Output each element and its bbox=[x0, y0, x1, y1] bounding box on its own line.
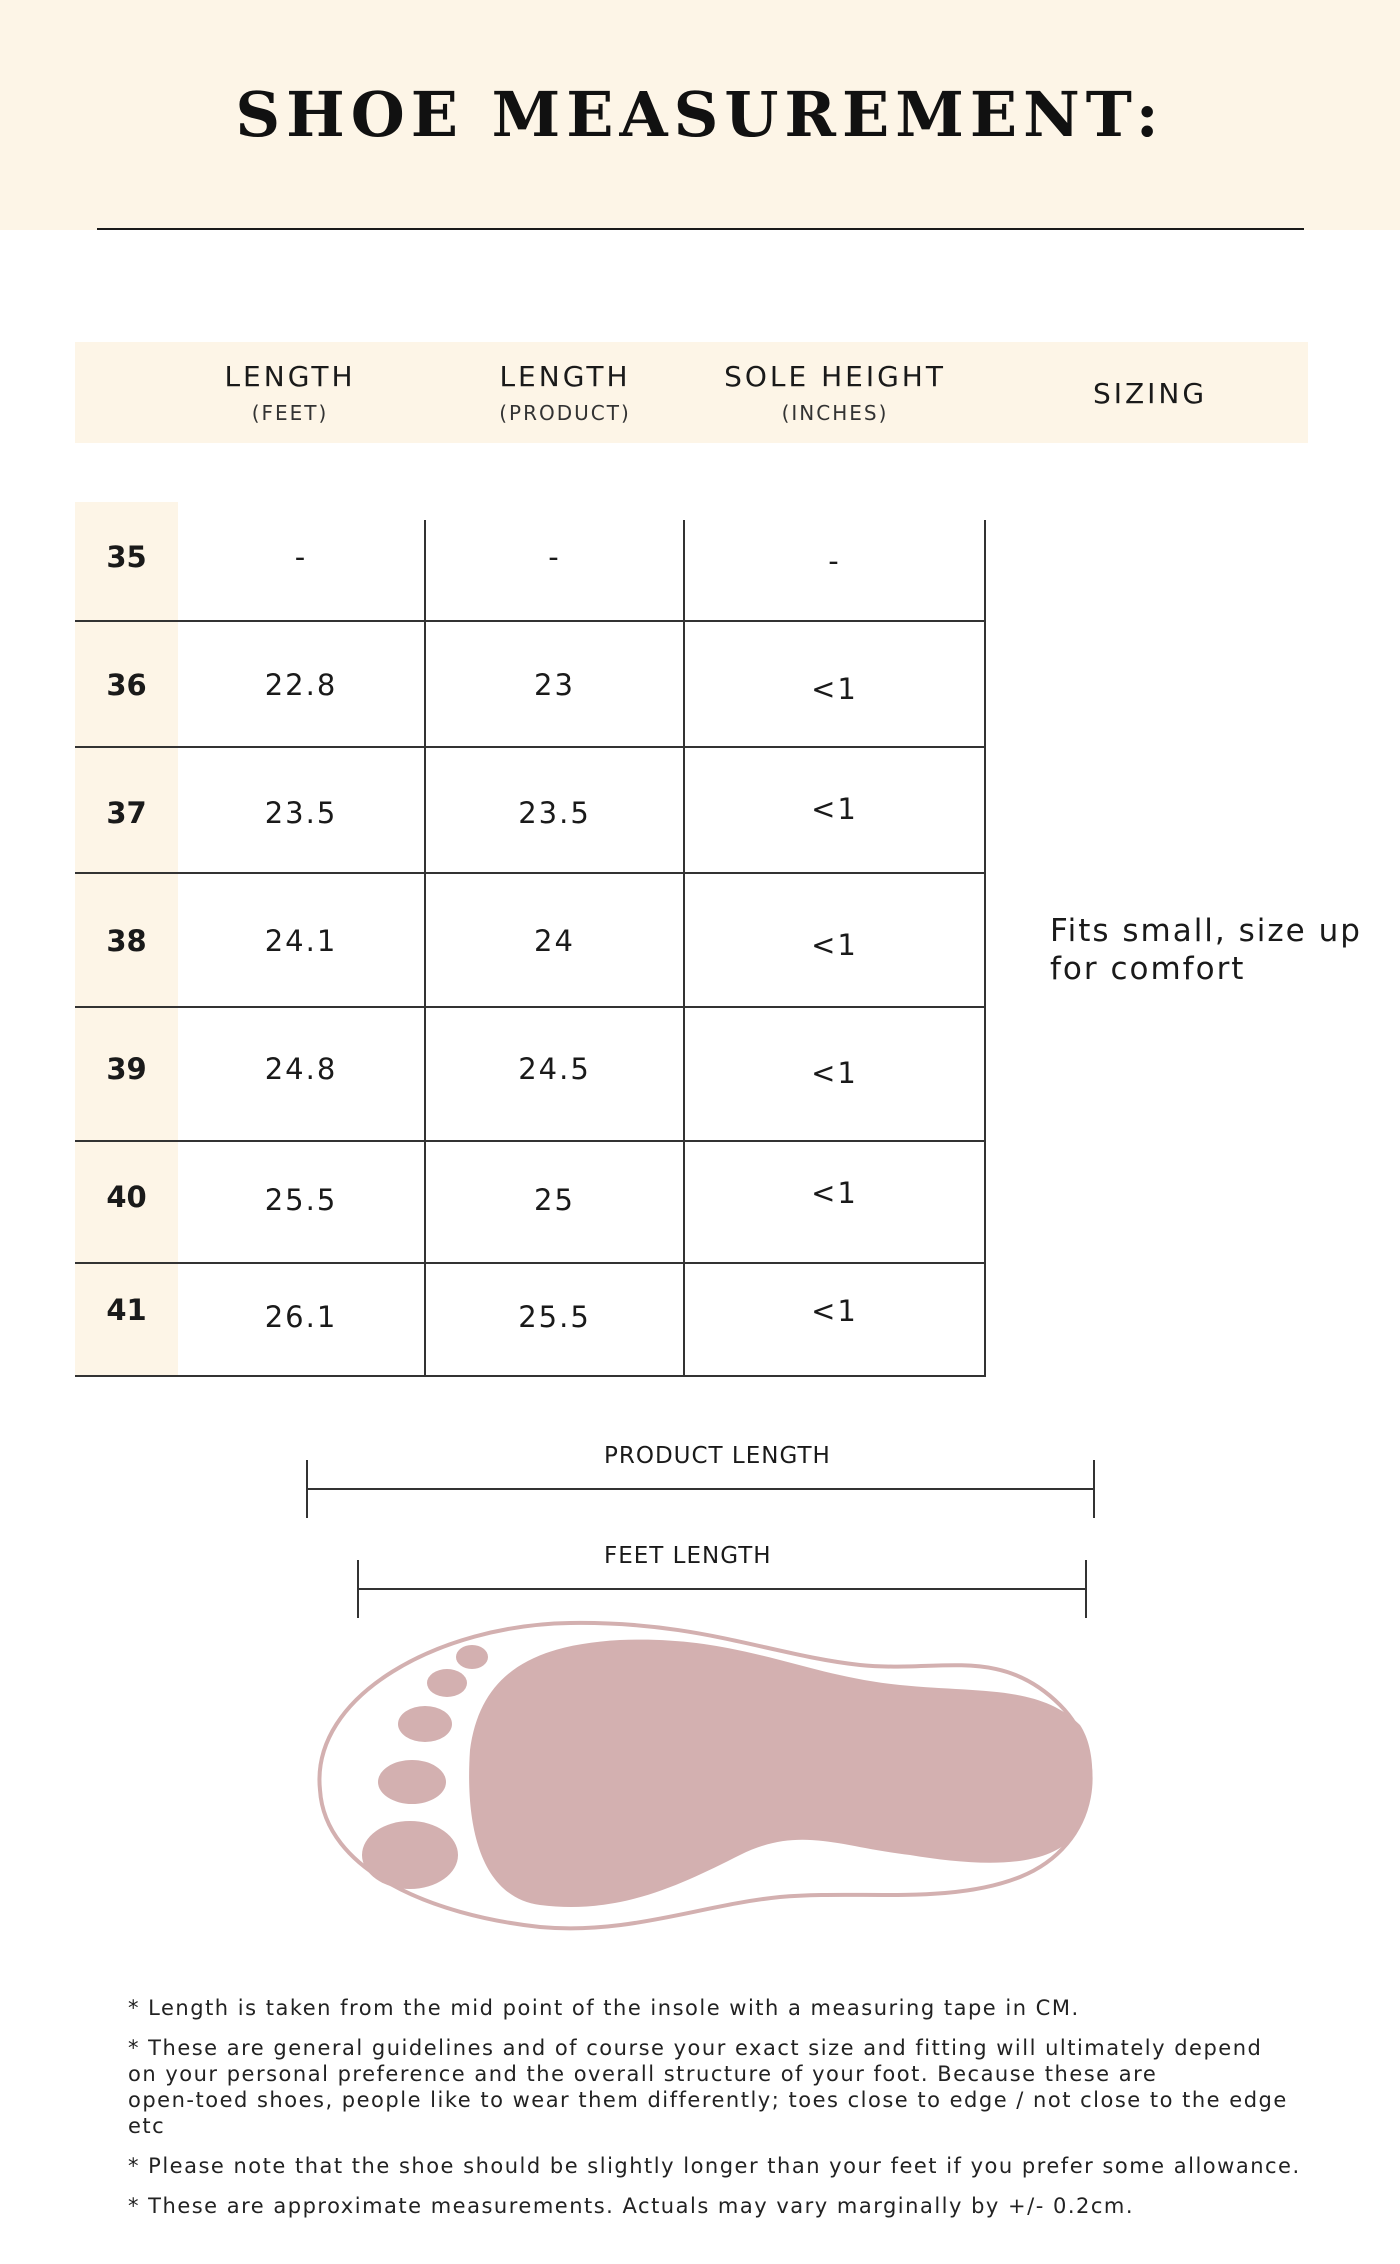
size-label: 37 bbox=[106, 796, 147, 830]
product-length-cell: 25.5 bbox=[518, 1300, 591, 1334]
column-header-sub: (PRODUCT) bbox=[499, 401, 631, 425]
column-header-main: LENGTH bbox=[499, 360, 631, 393]
feet-length-cell: 25.5 bbox=[264, 1183, 338, 1217]
product-length-line bbox=[307, 1488, 1094, 1490]
note-item: * These are approximate measurements. Actuals may vary marginally by +/- 0.2cm. bbox=[128, 2194, 1135, 2218]
row-divider bbox=[75, 620, 986, 622]
feet-length-cell: 26.1 bbox=[264, 1300, 338, 1334]
sole-height-cell: <1 bbox=[811, 792, 858, 826]
feet-length-cell: 22.8 bbox=[264, 668, 338, 702]
feet-length-cell: - bbox=[294, 540, 308, 574]
toe-little bbox=[456, 1645, 488, 1669]
sole-height-cell: <1 bbox=[811, 1294, 858, 1328]
sole-shape bbox=[469, 1640, 1092, 1907]
product-length-cell: 25 bbox=[534, 1183, 575, 1217]
title-divider bbox=[97, 228, 1304, 230]
feet-length-tick-right bbox=[1085, 1560, 1087, 1618]
column-header-sizing bbox=[1050, 377, 1250, 410]
sizing-note: Fits small, size up for comfort bbox=[1050, 913, 1362, 987]
feet-length-tick-left bbox=[357, 1560, 359, 1618]
product-length-cell: 24.5 bbox=[518, 1052, 591, 1086]
toe-fourth bbox=[427, 1669, 467, 1697]
column-header-sub: (FEET) bbox=[251, 401, 329, 425]
size-label: 36 bbox=[106, 668, 147, 702]
feet-length-cell: 23.5 bbox=[264, 796, 338, 830]
sole-height-cell: <1 bbox=[811, 928, 858, 962]
feet-length-cell: 24.1 bbox=[264, 924, 338, 958]
feet-length-cell: 24.8 bbox=[264, 1052, 338, 1086]
size-label: 38 bbox=[106, 924, 147, 958]
note-item: * These are general guidelines and of course your exact size and fitting will ultimately depend on your personal preference and the overall structure of your foot. Because these are open-toed shoes, people like to wear them differently; toes close to edge / not close to the edge etc bbox=[128, 2036, 1288, 2138]
row-divider bbox=[75, 1262, 986, 1264]
size-label: 41 bbox=[106, 1293, 147, 1327]
note-item: * Please note that the shoe should be slightly longer than your feet if you prefer some allowance. bbox=[128, 2154, 1301, 2178]
product-length-tick-left bbox=[306, 1460, 308, 1518]
row-divider bbox=[75, 1006, 986, 1008]
column-header-length-feet bbox=[190, 360, 390, 425]
product-length-tick-right bbox=[1093, 1460, 1095, 1518]
product-length-cell: 23 bbox=[534, 668, 575, 702]
row-divider bbox=[75, 746, 986, 748]
toe-third bbox=[398, 1706, 452, 1742]
column-header-main: SIZING bbox=[1092, 377, 1208, 410]
row-divider bbox=[75, 1375, 986, 1377]
page-title: SHOE MEASUREMENT: bbox=[235, 78, 1165, 151]
size-label: 39 bbox=[106, 1052, 147, 1086]
feet-length-label: FEET LENGTH bbox=[604, 1543, 772, 1569]
row-divider bbox=[75, 872, 986, 874]
sole-height-cell: <1 bbox=[811, 672, 858, 706]
product-length-cell: 24 bbox=[534, 924, 575, 958]
toe-second bbox=[378, 1760, 446, 1804]
size-label: 35 bbox=[106, 540, 147, 574]
product-length-cell: 23.5 bbox=[518, 796, 591, 830]
toe-big bbox=[362, 1821, 458, 1889]
column-header-sub: (INCHES) bbox=[781, 401, 889, 425]
product-length-label: PRODUCT LENGTH bbox=[604, 1443, 831, 1469]
feet-length-line bbox=[358, 1588, 1086, 1590]
notes-section bbox=[128, 1995, 1328, 2233]
sole-height-cell: <1 bbox=[811, 1056, 858, 1090]
note-item: * Length is taken from the mid point of the insole with a measuring tape in CM. bbox=[128, 1996, 1080, 2020]
column-header-main: LENGTH bbox=[224, 360, 356, 393]
foot-diagram bbox=[300, 1615, 1100, 1935]
product-length-cell: - bbox=[548, 540, 561, 574]
size-label: 40 bbox=[106, 1180, 147, 1214]
column-header-length-product bbox=[465, 360, 665, 425]
row-divider bbox=[75, 1140, 986, 1142]
sole-height-cell: - bbox=[828, 544, 841, 578]
column-header-main: SOLE HEIGHT bbox=[724, 360, 946, 393]
column-header-sole-height bbox=[700, 360, 970, 425]
sole-height-cell: <1 bbox=[811, 1176, 858, 1210]
column-divider bbox=[984, 520, 986, 1377]
